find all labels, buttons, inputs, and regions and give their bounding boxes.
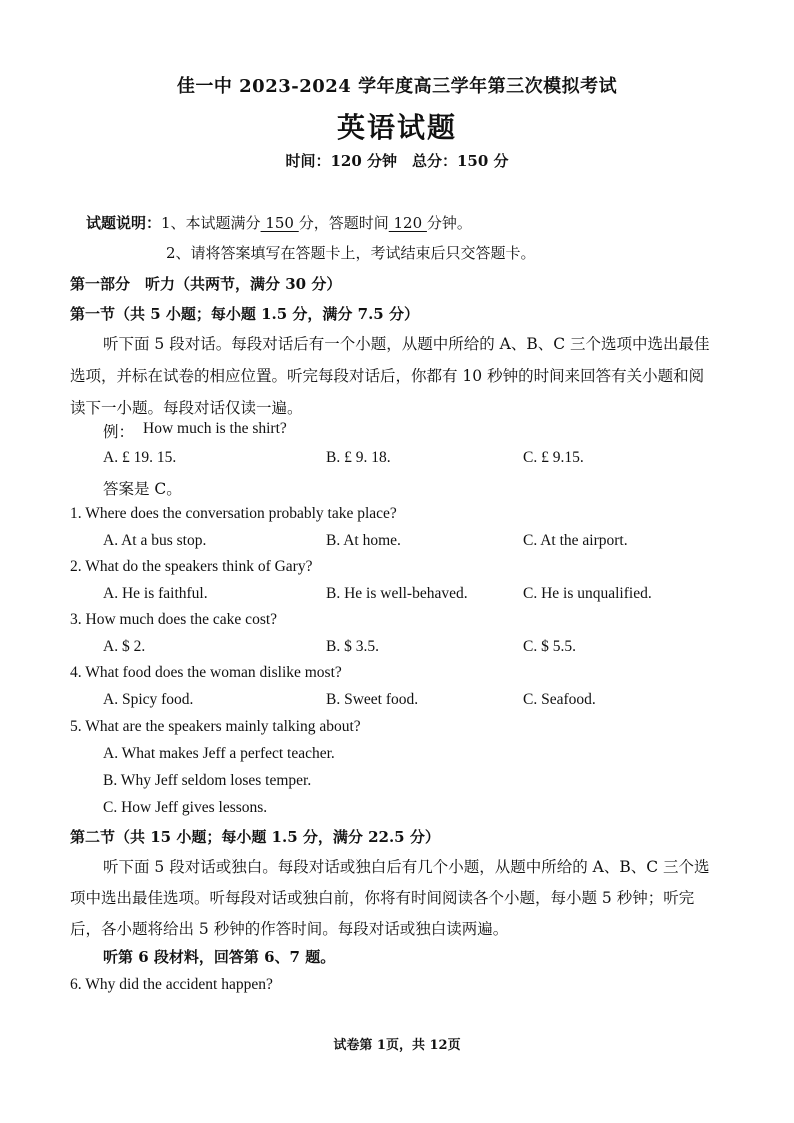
section1-directions-line-3: 读下一小题。每段对话仅读一遍。 xyxy=(70,399,303,417)
example-question: How much is the shirt? xyxy=(143,420,287,437)
q1-option-c: C. At the airport. xyxy=(523,532,628,549)
question-2: 2. What do the speakers think of Gary? xyxy=(70,558,313,575)
q2-option-c: C. He is unqualified. xyxy=(523,585,652,602)
q4-option-b: B. Sweet food. xyxy=(326,691,419,708)
section2-heading: 第二节（共 15 小题；每小题 1.5 分，满分 22.5 分） xyxy=(70,828,440,846)
q2-option-a: A. He is faithful. xyxy=(103,585,208,602)
question-1: 1. Where does the conversation probably take place? xyxy=(70,505,397,522)
q3-option-a: A. $ 2. xyxy=(103,638,146,655)
example-option-b: B. £ 9. 18. xyxy=(326,449,391,466)
example-label: 例： xyxy=(103,423,135,441)
instructions-line-2: 2、请将答案填写在答题卡上，考试结束后只交答题卡。 xyxy=(166,244,536,262)
section1-heading: 第一节（共 5 小题；每小题 1.5 分，满分 7.5 分） xyxy=(70,305,419,323)
page-footer: 试卷第 1页，共 12页 xyxy=(333,1038,461,1053)
duration-value: 120 xyxy=(388,214,427,232)
full-score-value: 150 xyxy=(260,214,299,232)
subject-title: 英语试题 xyxy=(336,111,457,144)
question-6: 6. Why did the accident happen? xyxy=(70,976,273,993)
time-score-line: 时间：120 分钟 总分：150 分 xyxy=(285,152,509,170)
exam-title: 佳一中 2023-2024 学年度高三学年第三次模拟考试 xyxy=(176,76,618,97)
q2-option-b: B. He is well-behaved. xyxy=(326,585,468,602)
q5-option-a: A. What makes Jeff a perfect teacher. xyxy=(103,745,335,762)
part1-heading: 第一部分 听力（共两节，满分 30 分） xyxy=(70,275,342,293)
q1-option-a: A. At a bus stop. xyxy=(103,532,207,549)
section1-directions-line-1: 听下面 5 段对话。每段对话后有一个小题，从题中所给的 A、B、C 三个选项中选出最佳 xyxy=(103,335,710,353)
instr-1-mid: 分，答题时间 xyxy=(298,214,389,232)
q4-option-a: A. Spicy food. xyxy=(103,691,194,708)
q3-option-b: B. $ 3.5. xyxy=(326,638,379,655)
q4-option-c: C. Seafood. xyxy=(523,691,596,708)
question-5: 5. What are the speakers mainly talking about? xyxy=(70,718,361,735)
example-answer: 答案是 C。 xyxy=(103,480,182,498)
instr-1-pre: 1、本试题满分 xyxy=(161,214,261,232)
section2-directions-line-1: 听下面 5 段对话或独白。每段对话或独白后有几个小题，从题中所给的 A、B、C 三个选 xyxy=(103,858,710,876)
instructions-label: 试题说明： xyxy=(86,214,162,232)
material-6-heading: 听第 6 段材料，回答第 6、7 题。 xyxy=(103,948,336,966)
section2-directions-line-2: 项中选出最佳选项。听每段对话或独白前，你将有时间阅读各个小题，每小题 5 秒钟；听完 xyxy=(70,889,695,907)
q1-option-b: B. At home. xyxy=(326,532,401,549)
example-option-a: A. £ 19. 15. xyxy=(103,449,177,466)
q5-option-b: B. Why Jeff seldom loses temper. xyxy=(103,772,312,789)
section1-directions-line-2: 选项，并标在试卷的相应位置。听完每段对话后，你都有 10 秒钟的时间来回答有关小题和阅 xyxy=(70,367,705,385)
instr-1-post: 分钟。 xyxy=(426,214,472,232)
q5-option-c: C. How Jeff gives lessons. xyxy=(103,799,268,816)
section2-directions-line-3: 后，各小题将给出 5 秒钟的作答时间。每段对话或独白读两遍。 xyxy=(70,920,509,938)
q3-option-c: C. $ 5.5. xyxy=(523,638,576,655)
example-option-c: C. £ 9.15. xyxy=(523,449,584,466)
instructions-line-1 xyxy=(86,212,472,233)
question-3: 3. How much does the cake cost? xyxy=(70,611,278,628)
question-4: 4. What food does the woman dislike most? xyxy=(70,664,342,681)
